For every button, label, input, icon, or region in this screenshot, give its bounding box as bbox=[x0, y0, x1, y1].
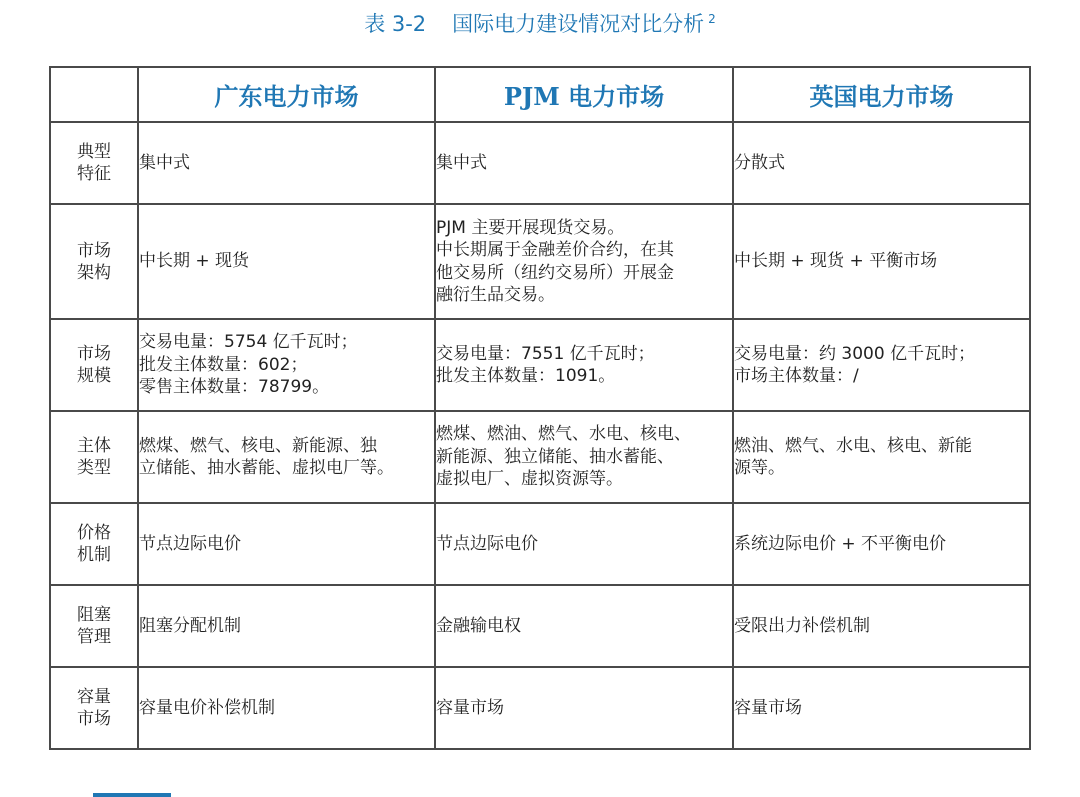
row-header bbox=[50, 122, 138, 204]
row-header bbox=[50, 503, 138, 585]
table-row bbox=[50, 204, 1030, 319]
column-header-pjm: PJM 电力市场 bbox=[435, 67, 733, 122]
cell-text-line: 市场主体数量：/ bbox=[734, 366, 859, 386]
row-header-line: 主体 bbox=[77, 436, 111, 456]
table-body bbox=[50, 122, 1030, 749]
table-number: 表 3-2 bbox=[364, 12, 427, 36]
cell-text-line: 融衍生品交易。 bbox=[436, 285, 555, 305]
column-header-uk: 英国电力市场 bbox=[733, 67, 1030, 122]
cell-text-line: 阻塞分配机制 bbox=[139, 615, 241, 636]
cell-text-line: 燃煤、燃油、燃气、水电、核电、 bbox=[436, 424, 691, 445]
cell-text-line: 交易电量：约 3000 亿千瓦时； bbox=[734, 343, 976, 364]
row-header-line: 类型 bbox=[77, 458, 111, 478]
table-cell-pjm bbox=[435, 204, 733, 319]
cell-text-line: 零售主体数量：78799。 bbox=[139, 377, 330, 398]
table-cell-guangdong bbox=[138, 667, 435, 749]
cell-text-line: 节点边际电价 bbox=[139, 533, 241, 554]
cell-text-line: 批发主体数量：1091。 bbox=[436, 366, 616, 386]
cell-text-line: 系统边际电价 + 不平衡电价 bbox=[734, 533, 947, 554]
cell-text-line: 燃油、燃气、水电、核电、新能 bbox=[734, 435, 972, 456]
row-header-line: 管理 bbox=[77, 627, 111, 647]
table-row bbox=[50, 503, 1030, 585]
table-caption bbox=[0, 6, 1080, 42]
corner-cell bbox=[50, 67, 138, 122]
comparison-table bbox=[49, 66, 1031, 750]
cell-text-line: PJM 主要开展现货交易。 bbox=[436, 217, 625, 238]
table-cell-pjm bbox=[435, 585, 733, 667]
cell-text-line: 中长期 + 现货 bbox=[139, 251, 250, 272]
table-cell-guangdong bbox=[138, 411, 435, 503]
footnote-marker: 2 bbox=[708, 12, 716, 26]
row-header bbox=[50, 585, 138, 667]
table-row bbox=[50, 667, 1030, 749]
cell-text-line: 他交易所（纽约交易所）开展金 bbox=[436, 262, 674, 283]
cell-text-line: 容量电价补偿机制 bbox=[139, 697, 275, 718]
row-header-line: 架构 bbox=[77, 262, 111, 283]
cell-text-line: 容量市场 bbox=[436, 697, 504, 718]
row-header-line: 规模 bbox=[77, 366, 111, 386]
row-header-line: 价格 bbox=[77, 523, 111, 543]
cell-text-line: 中长期属于金融差价合约，在其 bbox=[436, 240, 674, 260]
cell-text-line: 立储能、抽水蓄能、虚拟电厂等。 bbox=[139, 458, 394, 478]
row-header-line: 阻塞 bbox=[77, 605, 111, 625]
row-header bbox=[50, 667, 138, 749]
cell-text-line: 批发主体数量：602； bbox=[139, 354, 308, 375]
cell-text-line: 新能源、独立储能、抽水蓄能、 bbox=[436, 446, 674, 467]
row-header-line: 市场 bbox=[77, 344, 111, 364]
cell-text-line: 交易电量：5754 亿千瓦时； bbox=[139, 332, 358, 353]
cell-text-line: 中长期 + 现货 + 平衡市场 bbox=[734, 251, 938, 272]
row-header bbox=[50, 204, 138, 319]
cell-text-line: 集中式 bbox=[436, 152, 487, 173]
row-header bbox=[50, 411, 138, 503]
cell-text-line: 虚拟电厂、虚拟资源等。 bbox=[436, 469, 623, 490]
table-cell-guangdong bbox=[138, 503, 435, 585]
column-header-guangdong: 广东电力市场 bbox=[138, 67, 435, 122]
table-cell-guangdong bbox=[138, 122, 435, 204]
cell-text-line: 源等。 bbox=[734, 458, 785, 478]
table-cell-guangdong bbox=[138, 585, 435, 667]
table-cell-pjm bbox=[435, 411, 733, 503]
table-row bbox=[50, 122, 1030, 204]
table-row bbox=[50, 411, 1030, 503]
table-cell-guangdong bbox=[138, 204, 435, 319]
cell-text-line: 分散式 bbox=[734, 152, 785, 173]
table-title: 国际电力建设情况对比分析 bbox=[452, 12, 705, 36]
table-cell-uk bbox=[733, 411, 1030, 503]
table-cell-uk bbox=[733, 122, 1030, 204]
row-header-line: 典型 bbox=[77, 142, 111, 162]
table-cell-uk bbox=[733, 319, 1030, 411]
row-header-line: 容量 bbox=[77, 687, 111, 707]
table-cell-uk bbox=[733, 667, 1030, 749]
table-cell-pjm bbox=[435, 503, 733, 585]
row-header-line: 市场 bbox=[77, 240, 111, 261]
table-cell-uk bbox=[733, 503, 1030, 585]
table-header-row bbox=[50, 67, 1030, 122]
cell-text-line: 容量市场 bbox=[734, 697, 802, 718]
table-cell-uk bbox=[733, 585, 1030, 667]
table-row bbox=[50, 585, 1030, 667]
cell-text-line: 交易电量：7551 亿千瓦时； bbox=[436, 343, 655, 364]
row-header-line: 市场 bbox=[77, 709, 111, 729]
table-cell-pjm bbox=[435, 122, 733, 204]
table-cell-uk bbox=[733, 204, 1030, 319]
footer-accent-bar bbox=[93, 793, 171, 797]
cell-text-line: 节点边际电价 bbox=[436, 533, 538, 554]
cell-text-line: 集中式 bbox=[139, 152, 190, 173]
cell-text-line: 受限出力补偿机制 bbox=[734, 615, 870, 636]
table-cell-pjm bbox=[435, 667, 733, 749]
table-row bbox=[50, 319, 1030, 411]
cell-text-line: 燃煤、燃气、核电、新能源、独 bbox=[139, 435, 377, 456]
row-header bbox=[50, 319, 138, 411]
row-header-line: 特征 bbox=[77, 164, 111, 184]
cell-text-line: 金融输电权 bbox=[436, 615, 521, 636]
table-cell-pjm bbox=[435, 319, 733, 411]
table-cell-guangdong bbox=[138, 319, 435, 411]
row-header-line: 机制 bbox=[77, 545, 111, 565]
